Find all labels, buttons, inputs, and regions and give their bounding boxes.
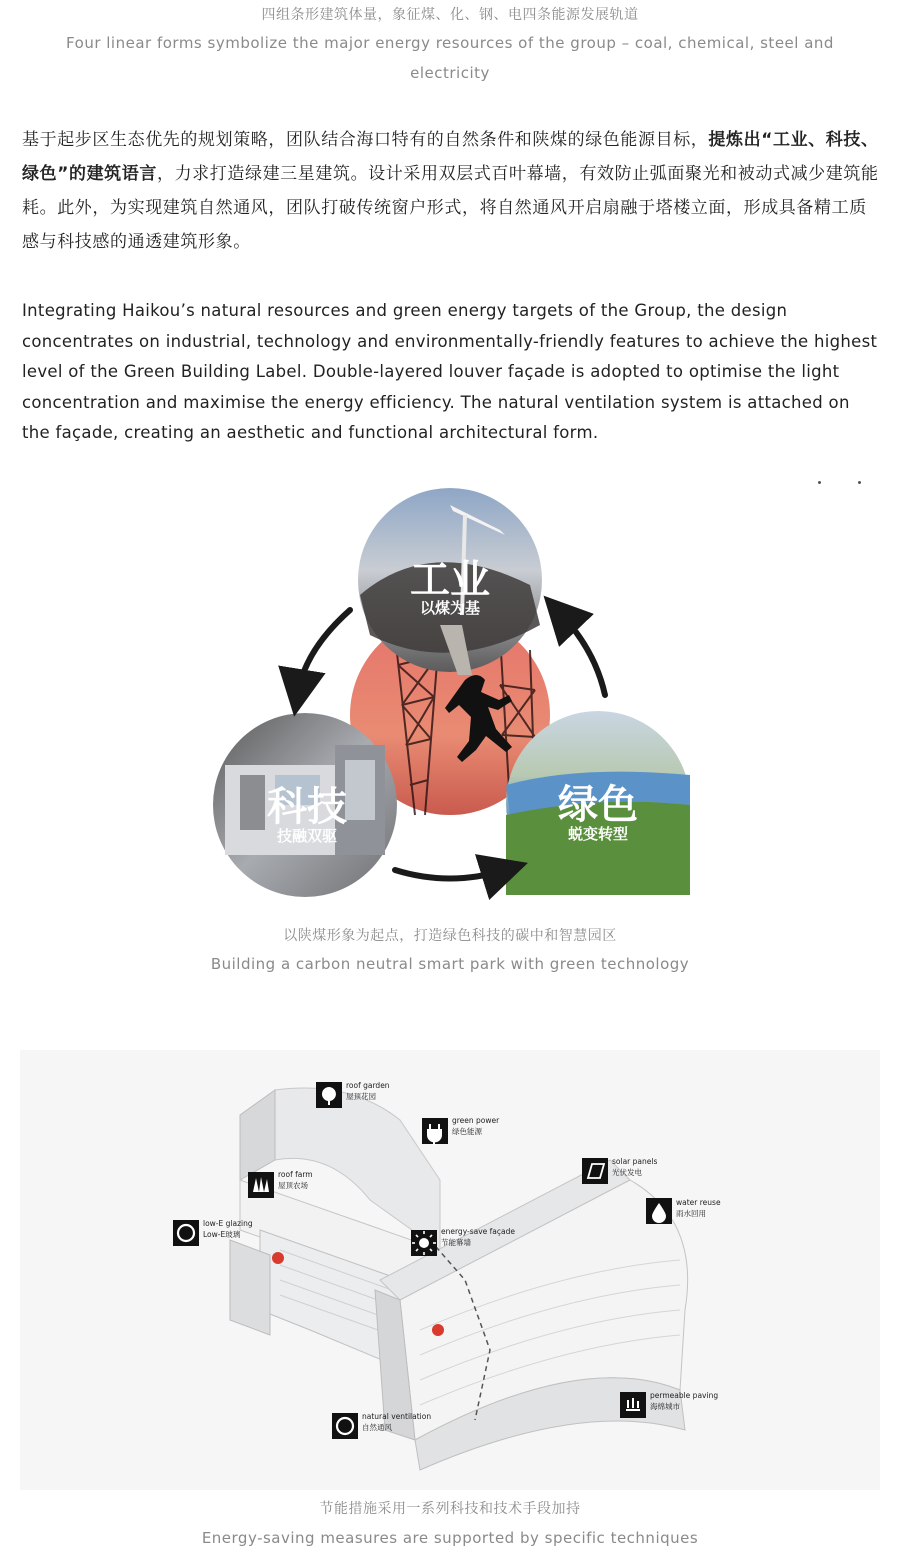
green-power-en: green power	[452, 1116, 500, 1125]
paragraph-cn-part2: ，力求打造绿建三星建筑。设计采用双层式百叶幕墙，有效防止弧面聚光和被动式减少建筑能耗。此外，为实现建筑自然通风，团队打破传统窗户形式，将自然通风开启扇融于塔楼立面，形成具备精工质感与科技感的通透建筑形象。	[22, 164, 879, 252]
low-e-glazing-en: low-E glazing	[203, 1219, 253, 1228]
building-axonometric	[20, 1050, 880, 1490]
decorative-dot	[818, 481, 821, 484]
green-power-cn: 绿色能源	[452, 1127, 482, 1136]
water-reuse-en: water reuse	[676, 1198, 721, 1207]
industry-subtitle: 以煤为基	[419, 599, 481, 617]
permeable-paving-cn: 海绵城市	[650, 1402, 680, 1411]
green-title: 绿色	[558, 782, 638, 828]
arrow-bottom-curve	[395, 870, 505, 879]
energy-save-facade-en: energy-save façade	[441, 1227, 515, 1236]
industry-title: 工业	[410, 557, 490, 603]
arrow-right-curve	[560, 613, 605, 695]
low-e-glazing-cn: Low-E玻璃	[203, 1230, 241, 1239]
sun-icon	[419, 1238, 429, 1248]
water-reuse-cn: 雨水回用	[676, 1209, 706, 1218]
solar-panels-en: solar panels	[612, 1157, 658, 1166]
roof-farm-cn: 屋顶农场	[278, 1181, 308, 1190]
roof-farm-en: roof farm	[278, 1170, 313, 1179]
energy-save-facade-cn: 节能幕墙	[441, 1238, 471, 1247]
permeable-paving-en: permeable paving	[650, 1391, 719, 1400]
technology-subtitle: 技融双驱	[276, 827, 338, 845]
three-circle-diagram	[200, 475, 700, 905]
paragraph-cn-part1: 基于起步区生态优先的规划策略，团队结合海口特有的自然条件和陕煤的绿色能源目标，	[22, 130, 709, 150]
top-caption-en-line2: electricity	[410, 64, 490, 82]
natural-ventilation-en: natural ventilation	[362, 1412, 432, 1421]
green-subtitle: 蜕变转型	[567, 825, 629, 843]
paragraph-english: Integrating Haikou’s natural resources and green energy targets of the Group, the design concentrates on industrial, technology and environmentally-friendly features to achieve the highest level of the Green Building Label. Double-layered louver façade is adopted to optimise the light concentration and maximise the energy efficiency. The natural ventilation system is attached on the façade, creating an aesthetic and functional architectural form.	[22, 301, 878, 443]
decorative-dot	[858, 481, 861, 484]
paragraph-cn-bold: 提炼出“工业、科技、绿色”的建筑语言	[22, 130, 879, 184]
natural-ventilation-cn: 自然通风	[362, 1423, 392, 1432]
solar-panels-cn: 光伏发电	[612, 1168, 642, 1177]
technology-circle	[213, 713, 397, 897]
technology-title: 科技	[267, 784, 347, 830]
top-caption-en-line1: Four linear forms symbolize the major energy resources of the group – coal, chemical, steel and	[66, 34, 834, 52]
arrow-left-curve	[298, 610, 350, 693]
diagram-caption-en: Building a carbon neutral smart park with green technology	[210, 955, 690, 973]
paragraph-chinese	[22, 123, 882, 259]
building-caption-en: Energy-saving measures are supported by specific techniques	[201, 1529, 699, 1547]
roof-garden-en: roof garden	[346, 1081, 390, 1090]
diagram-caption-cn: 以陕煤形象为起点，打造绿色科技的碳中和智慧园区	[283, 928, 617, 944]
top-caption-cn: 四组条形建筑体量，象征煤、化、钢、电四条能源发展轨道	[261, 7, 639, 23]
building-caption-cn: 节能措施采用一系列科技和技术手段加持	[319, 1501, 581, 1517]
roof-garden-cn: 屋顶花园	[346, 1092, 376, 1101]
green-circle	[506, 711, 690, 895]
